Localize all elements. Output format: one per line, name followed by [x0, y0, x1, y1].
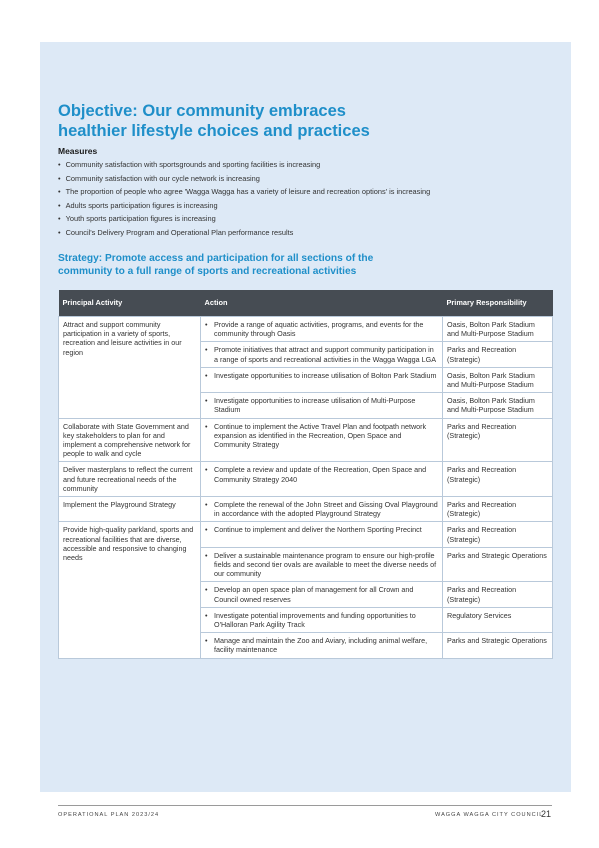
- action-cell: [201, 317, 443, 342]
- table-row: [59, 522, 553, 547]
- activity-cell: Provide high-quality parkland, sports and recreational facilities that are diverse, accessible and responsive to changing needs: [59, 522, 201, 658]
- bullet-icon: •: [205, 320, 208, 329]
- responsibility-cell: Parks and Recreation (Strategic): [443, 462, 553, 497]
- action-text: Continue to implement and deliver the Northern Sporting Precinct: [214, 525, 422, 535]
- activity-cell: Collaborate with State Government and key stakeholders to plan for and implement a comprehensive network for people to walk and cycle: [59, 418, 201, 462]
- bullet-icon: •: [205, 421, 208, 431]
- table-row: [59, 317, 553, 342]
- table-header-row: [59, 290, 553, 317]
- activity-cell: Attract and support community participation in a variety of sports, recreation and leisure activities in our region: [59, 317, 201, 419]
- bullet-icon: •: [205, 636, 208, 646]
- action-cell: [201, 582, 443, 607]
- footer-council-name: WAGGA WAGGA CITY COUNCIL: [435, 812, 544, 818]
- strategy-line-1: Strategy: Promote access and participation for all sections of the: [58, 253, 374, 264]
- strategy-line-2: community to a full range of sports and recreational activities: [58, 265, 357, 277]
- action-text: Complete the renewal of the John Street and Gissing Oval Playground in accordance with the adopted Playground Strategy: [214, 500, 438, 519]
- action-cell: [201, 607, 443, 632]
- action-cell: [201, 547, 443, 582]
- action-text: Investigate opportunities to increase utilisation of Multi-Purpose Stadium: [214, 396, 416, 415]
- action-text: Promote initiatives that attract and support community participation in a range of sports and recreational activities in the Wagga Wagga LGA: [214, 345, 437, 364]
- action-text: Provide a range of aquatic activities, programs, and events for the community through Oasis: [214, 320, 424, 339]
- responsibility-cell: Oasis, Bolton Park Stadium and Multi-Purpose Stadium: [443, 393, 553, 418]
- footer-document-title: OPERATIONAL PLAN 2023/24: [58, 812, 160, 818]
- action-text: Manage and maintain the Zoo and Aviary, including animal welfare, facility maintenance: [214, 636, 428, 655]
- action-cell: [201, 497, 443, 522]
- measures-list: [58, 158, 430, 239]
- measure-item: • Council's Delivery Program and Operational Plan performance results: [58, 226, 430, 240]
- measure-item: • Community satisfaction with our cycle network is increasing: [58, 172, 430, 186]
- table-row: [59, 418, 553, 462]
- bullet-icon: •: [205, 345, 208, 355]
- action-text: Develop an open space plan of management for all Crown and Council owned reserves: [214, 585, 414, 604]
- bullet-icon: •: [205, 370, 208, 380]
- activity-cell: Implement the Playground Strategy: [59, 497, 201, 522]
- header-action: Action: [201, 290, 443, 317]
- responsibility-cell: Parks and Recreation (Strategic): [443, 497, 553, 522]
- responsibility-cell: Parks and Strategic Operations: [443, 547, 553, 582]
- header-principal-activity: Principal Activity: [59, 290, 201, 317]
- bullet-icon: •: [205, 550, 208, 560]
- responsibility-cell: Parks and Recreation (Strategic): [443, 342, 553, 367]
- bullet-icon: •: [205, 610, 208, 620]
- bullet-icon: •: [205, 465, 208, 475]
- action-cell: [201, 418, 443, 462]
- responsibility-cell: Parks and Strategic Operations: [443, 633, 553, 658]
- responsibility-cell: Oasis, Bolton Park Stadium and Multi-Purpose Stadium: [443, 367, 553, 392]
- action-text: Deliver a sustainable maintenance program to ensure our high-profile fields and second tier ovals are available to meet the diverse needs of our community: [214, 550, 437, 579]
- bullet-icon: •: [205, 396, 208, 406]
- action-cell: [201, 367, 443, 392]
- responsibility-cell: Parks and Recreation (Strategic): [443, 522, 553, 547]
- action-cell: [201, 462, 443, 497]
- measure-item: • Community satisfaction with sportsgrounds and sporting facilities is increasing: [58, 158, 430, 172]
- action-text: Complete a review and update of the Recreation, Open Space and Community Strategy 2040: [214, 465, 427, 484]
- action-cell: [201, 393, 443, 418]
- responsibility-cell: Parks and Recreation (Strategic): [443, 418, 553, 462]
- responsibility-cell: Parks and Recreation (Strategic): [443, 582, 553, 607]
- responsibility-cell: Oasis, Bolton Park Stadium and Multi-Purpose Stadium: [443, 317, 553, 342]
- bullet-icon: •: [205, 585, 208, 595]
- table-row: [59, 497, 553, 522]
- action-cell: [201, 633, 443, 658]
- table-row: [59, 462, 553, 497]
- measure-item: • The proportion of people who agree 'Wagga Wagga has a variety of leisure and recreation options' is increasing: [58, 185, 430, 199]
- action-text: Investigate potential improvements and funding opportunities to O'Halloran Park Agility Track: [214, 610, 416, 630]
- action-cell: [201, 522, 443, 547]
- action-text: Continue to implement the Active Travel Plan and footpath network expansion as identified in the Recreation, Open Space and Community Strategy: [214, 421, 427, 450]
- bullet-icon: •: [205, 500, 208, 510]
- objective-heading: [58, 101, 538, 141]
- page-number: 21: [541, 809, 552, 819]
- header-primary-responsibility: Primary Responsibility: [443, 290, 553, 317]
- responsibility-cell: Regulatory Services: [443, 607, 553, 632]
- activity-cell: Deliver masterplans to reflect the current and future recreational needs of the community: [59, 462, 201, 497]
- objective-line-2: healthier lifestyle choices and practices: [58, 122, 370, 140]
- footer-divider: [58, 805, 552, 806]
- measures-title: Measures: [58, 146, 98, 156]
- measure-item: • Youth sports participation figures is increasing: [58, 212, 430, 226]
- measure-item: • Adults sports participation figures is increasing: [58, 199, 430, 213]
- strategy-heading: [58, 253, 478, 278]
- bullet-icon: •: [205, 525, 208, 535]
- action-text: Investigate opportunities to increase utilisation of Bolton Park Stadium: [214, 370, 437, 380]
- objective-line-1: Objective: Our community embraces: [58, 102, 346, 120]
- action-cell: [201, 342, 443, 367]
- activity-table: [58, 290, 553, 659]
